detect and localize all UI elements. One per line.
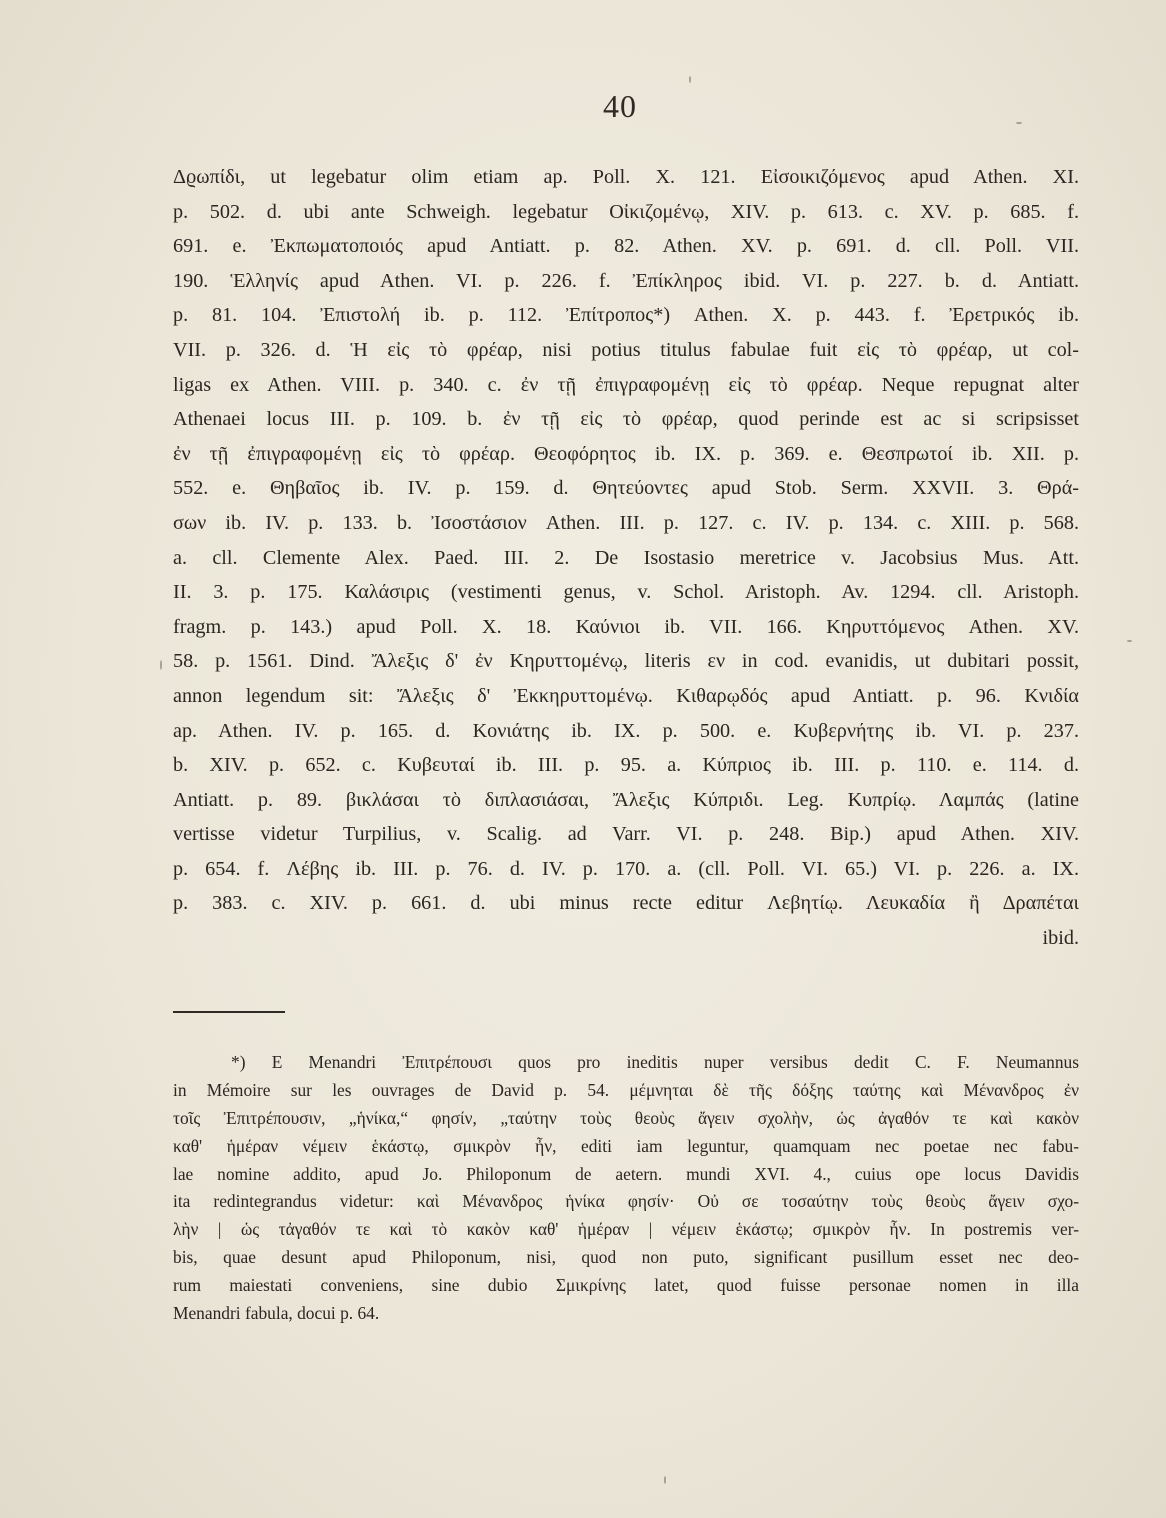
footnote-line: lae nomine addito, apud Jo. Philoponum de aetern. mundi XVI. 4., cuius ope locus Davidis bbox=[173, 1163, 1079, 1184]
footnote-line: ita redintegrandus videtur: καὶ Μένανδρος ἡνίκα φησίν· Οὐ σε τοσαύτην τοὺς θεοὺς ἄγειν σχο- bbox=[173, 1191, 1079, 1212]
page-number: 40 bbox=[603, 88, 637, 124]
paper-speck bbox=[689, 76, 691, 83]
footnote-line: rum maiestati conveniens, sine dubio Σμικρίνης latet, quod fuisse personae nomen in illa bbox=[173, 1275, 1079, 1296]
footnote-line: in Mémoire sur les ouvrages de David p. 54. μέμνηται δὲ τῆς δόξης ταύτης καὶ Μένανδρος ἐν bbox=[173, 1079, 1079, 1100]
footnote-block bbox=[173, 1049, 1079, 1328]
paper-speck bbox=[1016, 122, 1022, 124]
text-line: p. 81. 104. Ἐπιστολή ib. p. 112. Ἐπίτροπος*) Athen. X. p. 443. f. Ἐρετρικός ib. bbox=[173, 304, 1079, 327]
text-line: Antiatt. p. 89. βικλάσαι τὸ διπλασιάσαι, Ἄλεξις Κύπριδι. Leg. Κυπρίῳ. Λαμπάς (latine bbox=[173, 788, 1079, 811]
text-line: σων ib. IV. p. 133. b. Ἰσοστάσιον Athen. III. p. 127. c. IV. p. 134. c. XIII. p. 568. bbox=[173, 511, 1079, 534]
text-line: 691. e. Ἐκπωματοποιός apud Antiatt. p. 82. Athen. XV. p. 691. d. cll. Poll. VII. bbox=[173, 235, 1079, 258]
paper-speck bbox=[664, 1476, 666, 1484]
text-line: p. 502. d. ubi ante Schweigh. legebatur Οἰκιζομένῳ, XIV. p. 613. c. XV. p. 685. f. bbox=[173, 200, 1079, 223]
text-line: Athenaei locus III. p. 109. b. ἐν τῇ εἰς τὸ φρέαρ, quod perinde est ac si scripsisset bbox=[173, 408, 1079, 431]
text-line: 552. e. Θηβαῖος ib. IV. p. 159. d. Θητεύοντες apud Stob. Serm. XXVII. 3. Θρά- bbox=[173, 477, 1079, 500]
text-line: ligas ex Athen. VIII. p. 340. c. ἐν τῇ ἐπιγραφομένῃ εἰς τὸ φρέαρ. Neque repugnat alter bbox=[173, 373, 1079, 396]
text-line: 58. p. 1561. Dind. Ἄλεξις δ' ἐν Κηρυττομένῳ, literis εν in cod. evanidis, ut dubitari possit, bbox=[173, 650, 1079, 673]
paper-speck bbox=[160, 660, 162, 670]
footnote-line: καθ' ἡμέραν νέμειν ἑκάστῳ, σμικρὸν ἦν, editi iam leguntur, quamquam nec poetae nec fabu- bbox=[173, 1135, 1079, 1156]
text-line: a. cll. Clemente Alex. Paed. III. 2. De Isostasio meretrice v. Jacobsius Mus. Att. bbox=[173, 546, 1079, 569]
footnote-line: τοῖς Ἐπιτρέπουσιν, „ἡνίκα,“ φησίν, „ταύτην τοὺς θεοὺς ἄγειν σχολὴν, ὡς ἀγαθόν τε καὶ κακὸν bbox=[173, 1107, 1079, 1128]
text-line: II. 3. p. 175. Καλάσιρις (vestimenti genus, v. Schol. Aristoph. Av. 1294. cll. Aristoph. bbox=[173, 581, 1079, 604]
text-line: ἐν τῇ ἐπιγραφομένῃ εἰς τὸ φρέαρ. Θεοφόρητος ib. IX. p. 369. e. Θεσπρωτοί ib. XII. p. bbox=[173, 442, 1079, 465]
footnote-line: *) E Menandri Ἐπιτρέπουσι quos pro ineditis nuper versibus dedit C. F. Neumannus bbox=[231, 1052, 1079, 1072]
text-line: p. 654. f. Λέβης ib. III. p. 76. d. IV. p. 170. a. (cll. Poll. VI. 65.) VI. p. 226. a. IX. bbox=[173, 857, 1079, 880]
text-line: 190. Ἑλληνίς apud Athen. VI. p. 226. f. Ἐπίκληρος ibid. VI. p. 227. b. d. Antiatt. bbox=[173, 269, 1079, 292]
text-line-last: ibid. bbox=[1042, 927, 1079, 950]
text-line: fragm. p. 143.) apud Poll. X. 18. Καύνιοι ib. VII. 166. Κηρυττόμενος Athen. XV. bbox=[173, 615, 1079, 638]
text-line: ap. Athen. IV. p. 165. d. Κονιάτης ib. IX. p. 500. e. Κυβερνήτης ib. VI. p. 237. bbox=[173, 719, 1079, 742]
footnote-separator-rule bbox=[173, 1011, 285, 1013]
footnote-line: bis, quae desunt apud Philoponum, nisi, quod non puto, significant pusillum esset nec deo- bbox=[173, 1247, 1079, 1268]
text-line: vertisse videtur Turpilius, v. Scalig. ad Varr. VI. p. 248. Bip.) apud Athen. XIV. bbox=[173, 823, 1079, 846]
main-text-block bbox=[173, 160, 1079, 956]
paper-speck bbox=[1127, 640, 1132, 642]
text-line: annon legendum sit: Ἄλεξις δ' Ἐκκηρυττομένῳ. Κιθαρῳδός apud Antiatt. p. 96. Κνιδία bbox=[173, 684, 1079, 707]
text-line: b. XIV. p. 652. c. Κυβευταί ib. III. p. 95. a. Κύπριος ib. III. p. 110. e. 114. d. bbox=[173, 754, 1079, 777]
text-line: Δϱωπίδι, ut legebatur olim etiam ap. Poll. X. 121. Εἰσοικιζόμενος apud Athen. XI. bbox=[173, 166, 1079, 188]
footnote-line: λὴν | ὡς τἀγαθόν τε καὶ τὸ κακὸν καθ' ἡμέραν | νέμειν ἑκάστῳ; σμικρὸν ἦν. In postremis ver- bbox=[173, 1219, 1079, 1240]
text-line: p. 383. c. XIV. p. 661. d. ubi minus recte editur Λεβητίῳ. Λευκαδία ἢ Δραπέται bbox=[173, 892, 1079, 915]
text-line: VII. p. 326. d. Ἡ εἰς τὸ φρέαρ, nisi potius titulus fabulae fuit εἰς τὸ φρέαρ, ut col- bbox=[173, 338, 1079, 361]
footnote-line-last: Menandri fabula, docui p. 64. bbox=[173, 1303, 380, 1324]
